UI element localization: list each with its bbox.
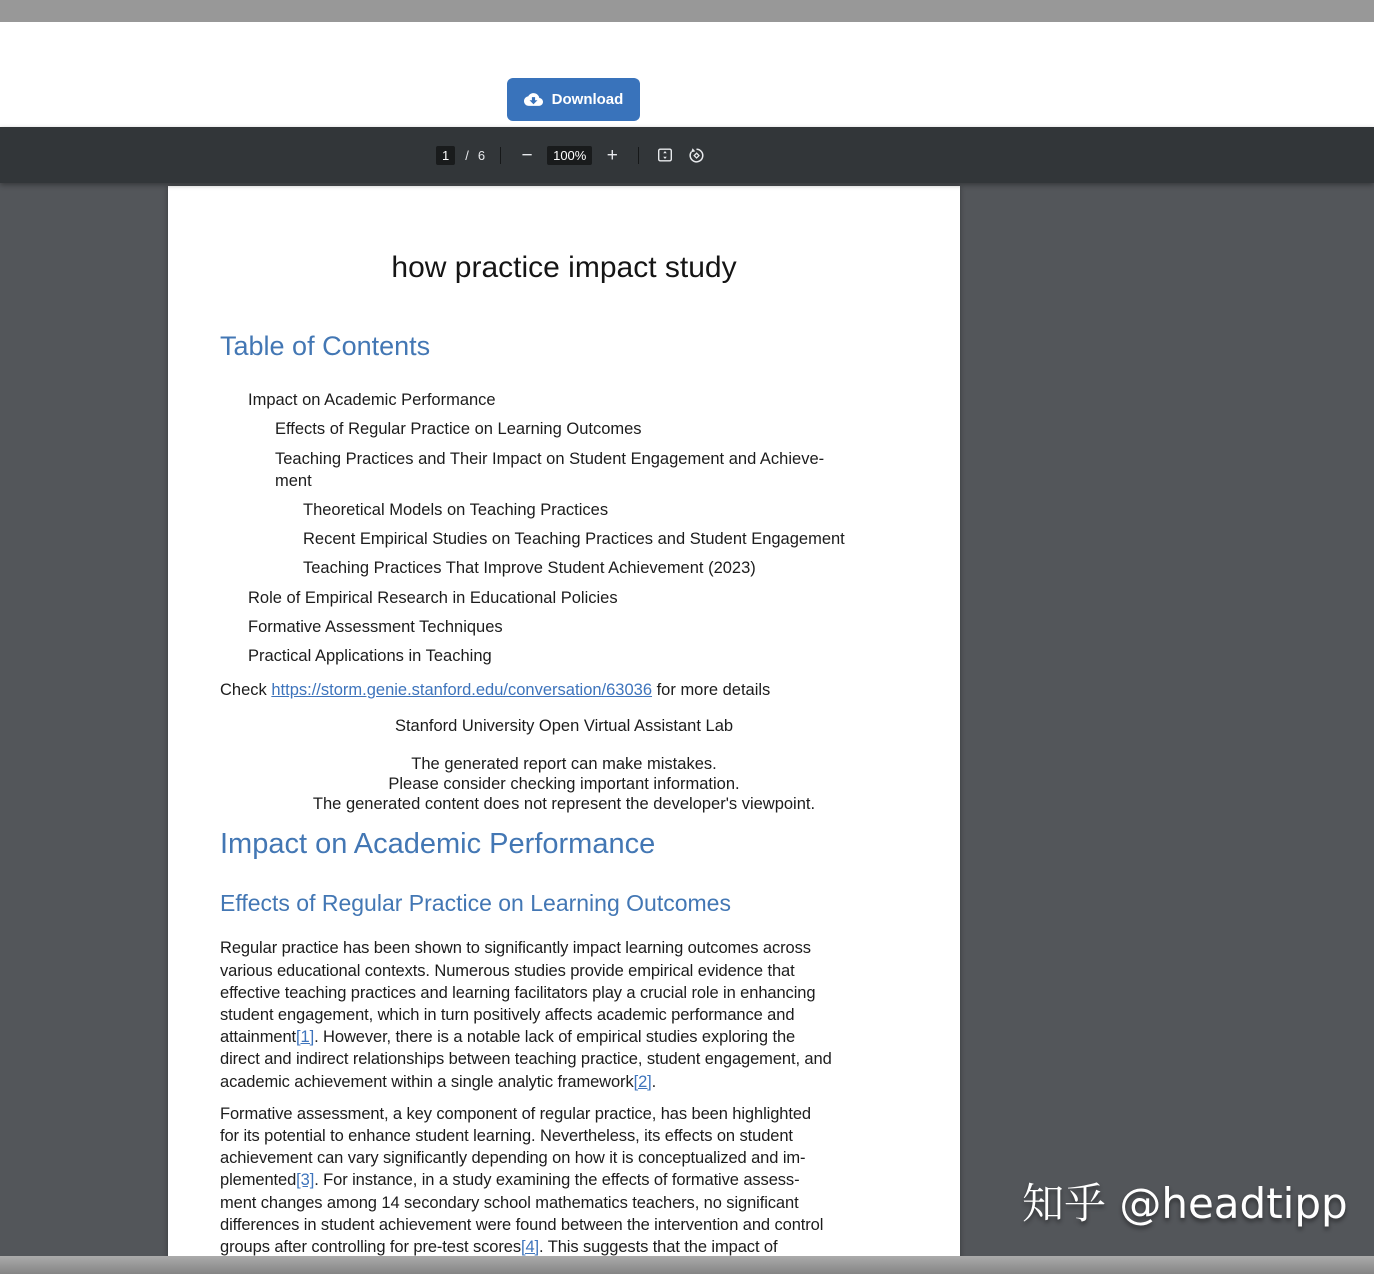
download-button[interactable]: [507, 78, 640, 121]
section-heading: Impact on Academic Performance: [220, 828, 656, 861]
top-gray-bar: [0, 0, 1374, 22]
check-details-line: Check https://storm.genie.stanford.edu/conversation/63036 for more details: [220, 681, 771, 700]
pdf-page: [168, 186, 960, 1274]
download-button-label: Download: [551, 91, 624, 108]
document-title: how practice impact study: [391, 251, 737, 284]
toc-item[interactable]: Practical Applications in Teaching: [248, 647, 492, 666]
cloud-download-icon: [524, 90, 543, 109]
toolbar-divider: [638, 147, 639, 164]
toc-item[interactable]: Teaching Practices and Their Impact on Student Engagement and Achieve- ment: [275, 449, 825, 490]
paragraph: Formative assessment, a key component of regular practice, has been highlighted for its potential to enhance student learning. Nevertheless, its effects on student achievement can vary significantly depending on how it is conceptualized and im- plemented[3]. For instance, in a study examining the effects of formative assess- ment changes among 14 secondary school mathematics teachers, no significant differences in student achievement were found between the intervention and control groups after controlling for pre-test scores[4]. This suggests that the impact of: [220, 1104, 824, 1257]
toc-item[interactable]: Teaching Practices That Improve Student Achievement (2023): [303, 559, 756, 578]
citation-link[interactable]: [1]: [296, 1028, 315, 1047]
pdf-content-area[interactable]: [0, 183, 1374, 1274]
zoom-level: 100%: [547, 146, 592, 165]
toolbar-divider: [500, 147, 501, 164]
toc-item[interactable]: Effects of Regular Practice on Learning Outcomes: [275, 420, 642, 439]
rotate-button[interactable]: [685, 143, 707, 167]
zoom-in-button[interactable]: +: [601, 143, 623, 167]
bottom-gray-bar: [0, 1256, 1374, 1274]
citation-link[interactable]: [3]: [296, 1171, 315, 1190]
toc-item[interactable]: Formative Assessment Techniques: [248, 618, 503, 637]
toc-heading: Table of Contents: [220, 331, 431, 361]
disclaimer-block: [220, 754, 908, 814]
fit-page-icon: [657, 147, 673, 163]
disclaimer-line: The generated report can make mistakes.: [411, 755, 717, 774]
disclaimer-line: The generated content does not represent the developer's viewpoint.: [312, 795, 816, 814]
paragraph: Regular practice has been shown to significantly impact learning outcomes across various educational contexts. Numerous studies provide empirical evidence that effective teaching practices and learning facilitators play a crucial role in enhancing student engagement, which in turn positively affects academic performance and attainment[1]. However, there is a notable lack of empirical studies exploring the direct and indirect relationships between teaching practice, student engagement, and academic achievement within a single analytic framework[2].: [220, 939, 832, 1091]
toc-item[interactable]: Impact on Academic Performance: [248, 391, 496, 409]
conversation-link[interactable]: https://storm.genie.stanford.edu/conversation/63036: [271, 681, 653, 700]
rotate-icon: [688, 147, 705, 164]
pdf-toolbar-controls: [436, 127, 707, 183]
page-number-input[interactable]: 1: [436, 146, 455, 165]
affiliation-line: Stanford University Open Virtual Assistant Lab: [394, 717, 734, 736]
page-divider: /: [465, 147, 469, 163]
page-total: 6: [477, 147, 486, 163]
subsection-heading: Effects of Regular Practice on Learning Outcomes: [220, 890, 731, 917]
toc-item[interactable]: Theoretical Models on Teaching Practices: [303, 500, 609, 519]
watermark: 知乎 @headtipp: [1022, 1179, 1348, 1228]
citation-link[interactable]: [4]: [521, 1238, 540, 1257]
fit-page-button[interactable]: [654, 143, 676, 167]
toc-item[interactable]: Role of Empirical Research in Educational Policies: [248, 588, 618, 607]
disclaimer-line: Please consider checking important information.: [388, 775, 740, 794]
table-of-contents: [220, 389, 908, 667]
download-bar: [0, 22, 1374, 127]
zoom-out-button[interactable]: −: [516, 143, 538, 167]
citation-link[interactable]: [2]: [633, 1072, 652, 1091]
pdf-toolbar: [0, 127, 1374, 183]
toc-item[interactable]: Recent Empirical Studies on Teaching Practices and Student Engagement: [303, 530, 845, 549]
